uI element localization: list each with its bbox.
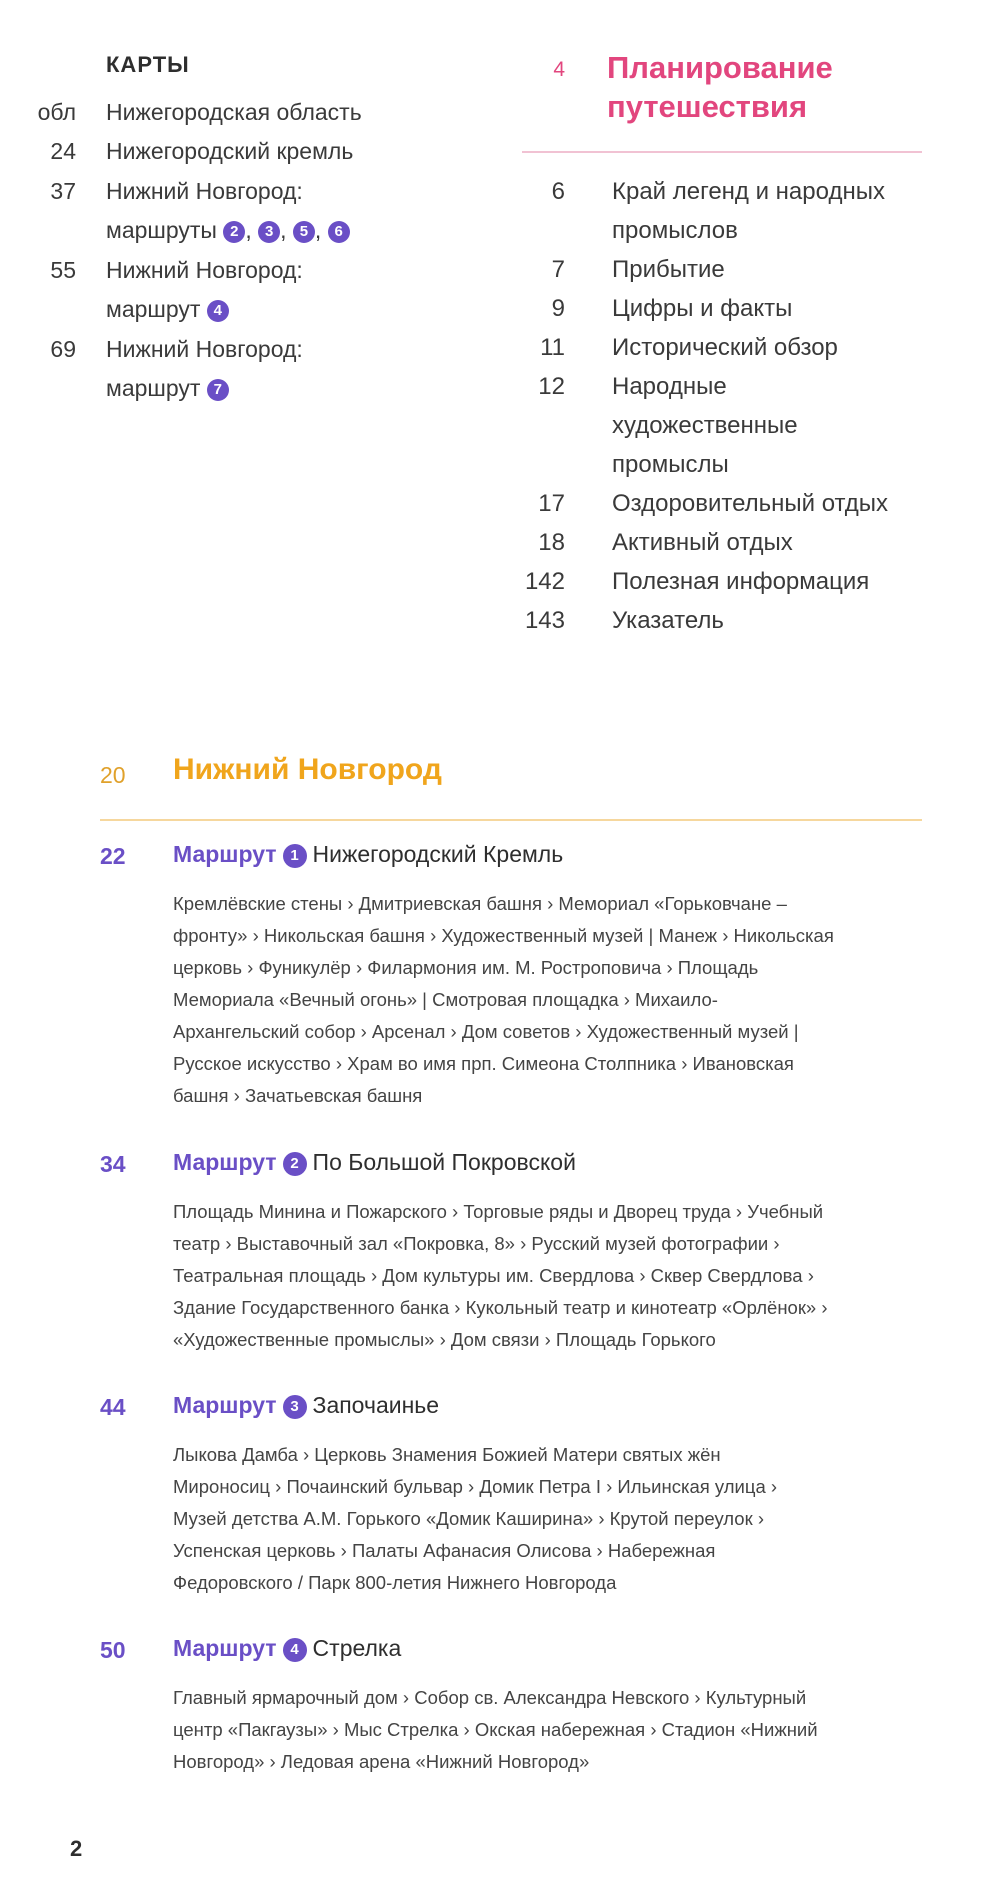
planning-item-page: 142 bbox=[524, 568, 565, 595]
planning-item[interactable] bbox=[485, 484, 935, 523]
planning-item-line: Прибытие bbox=[612, 256, 725, 283]
route-heading[interactable] bbox=[173, 841, 563, 868]
route-page: 44 bbox=[100, 1394, 126, 1420]
maps-item-continued[interactable]: маршруты 2 , 3 , 5 , 6 bbox=[0, 211, 460, 250]
maps-item-title: Нижегородский кремль bbox=[106, 138, 354, 164]
route-stops-line: Здание Государственного банка › Кукольный театр и кинотеатр «Орлёнок» › bbox=[173, 1297, 828, 1318]
route-badge: 6 bbox=[328, 221, 350, 243]
route-badge: 3 bbox=[258, 221, 280, 243]
route-name: Стрелка bbox=[312, 1635, 402, 1661]
route-word: Маршрут bbox=[173, 1149, 277, 1175]
route-word: Маршрут bbox=[173, 1635, 277, 1661]
maps-item-title: Нижний Новгород: bbox=[106, 257, 303, 283]
maps-item-page: 69 bbox=[50, 336, 76, 362]
planning-item-line: промыслы bbox=[612, 451, 729, 478]
maps-item[interactable] bbox=[0, 330, 460, 369]
route-badge: 4 bbox=[283, 1638, 307, 1662]
maps-item[interactable] bbox=[0, 251, 460, 290]
planning-item-page: 11 bbox=[540, 334, 565, 361]
route-stops-line: Лыкова Дамба › Церковь Знамения Божией Матери святых жён bbox=[173, 1444, 721, 1465]
maps-item-page: 55 bbox=[50, 257, 76, 283]
route-badge: 5 bbox=[293, 221, 315, 243]
route-stops-line: фронту» › Никольская башня › Художественный музей | Манеж › Никольская bbox=[173, 925, 834, 946]
planning-item[interactable] bbox=[485, 172, 935, 250]
planning-divider bbox=[522, 151, 922, 153]
route-stops-line: Мемориала «Вечный огонь» | Смотровая площадка › Михаило- bbox=[173, 989, 718, 1010]
planning-item-page: 18 bbox=[538, 529, 565, 556]
section-title[interactable]: Нижний Новгород bbox=[173, 753, 442, 786]
route-heading[interactable] bbox=[173, 1635, 401, 1662]
route-stops-line: Мироносиц › Почаинский бульвар › Домик Петра I › Ильинская улица › bbox=[173, 1476, 778, 1497]
maps-item[interactable] bbox=[0, 93, 460, 132]
route-page: 34 bbox=[100, 1151, 126, 1177]
route-name: Нижегородский Кремль bbox=[312, 841, 564, 867]
route-stops-line: Театральная площадь › Дом культуры им. Свердлова › Сквер Свердлова › bbox=[173, 1265, 814, 1286]
route-name: По Большой Покровской bbox=[312, 1149, 576, 1175]
route-badge: 2 bbox=[223, 221, 245, 243]
route-word: Маршрут bbox=[173, 1392, 277, 1418]
route-stops-line: Новгород» › Ледовая арена «Нижний Новгород» bbox=[173, 1751, 590, 1772]
planning-item[interactable] bbox=[485, 523, 935, 562]
route-badge: 1 bbox=[283, 844, 307, 868]
route-stops-line: «Художественные промыслы» › Дом связи › Площадь Горького bbox=[173, 1329, 716, 1350]
planning-item-line: Оздоровительный отдых bbox=[612, 490, 888, 517]
maps-item-title: Нижний Новгород: bbox=[106, 178, 303, 204]
route-badge: 2 bbox=[283, 1152, 307, 1176]
planning-title[interactable] bbox=[607, 48, 833, 126]
planning-item-line: Исторический обзор bbox=[612, 334, 838, 361]
maps-item[interactable] bbox=[0, 172, 460, 211]
route-stops-line: Федоровского / Парк 800-летия Нижнего Новгорода bbox=[173, 1572, 617, 1593]
maps-item-continued[interactable] bbox=[0, 290, 460, 329]
planning-item-line: Полезная информация bbox=[612, 568, 870, 595]
route-badge: 4 bbox=[207, 300, 229, 322]
planning-item-line: художественные bbox=[612, 412, 798, 439]
route-heading[interactable] bbox=[173, 1392, 439, 1419]
route-stops bbox=[173, 888, 925, 1112]
route-stops-line: Главный ярмарочный дом › Собор св. Александра Невского › Культурный bbox=[173, 1687, 807, 1708]
route-stops-line: театр › Выставочный зал «Покровка, 8» › Русский музей фотографии › bbox=[173, 1233, 780, 1254]
planning-item-page: 7 bbox=[551, 256, 565, 283]
route-stops-line: Площадь Минина и Пожарского › Торговые ряды и Дворец труда › Учебный bbox=[173, 1201, 824, 1222]
planning-item-line: Указатель bbox=[612, 607, 724, 634]
maps-item-page: 37 bbox=[50, 178, 76, 204]
planning-item-page: 17 bbox=[538, 490, 565, 517]
maps-item-title: маршруты bbox=[106, 217, 217, 243]
route-name: Започаинье bbox=[312, 1392, 440, 1418]
maps-item-page: 24 bbox=[50, 138, 76, 164]
planning-item[interactable] bbox=[485, 289, 935, 328]
planning-item-page: 9 bbox=[551, 295, 565, 322]
route-stops-line: Архангельский собор › Арсенал › Дом советов › Художественный музей | bbox=[173, 1021, 799, 1042]
maps-heading: КАРТЫ bbox=[106, 52, 190, 77]
route-badge: 7 bbox=[207, 379, 229, 401]
maps-item-title: маршрут bbox=[106, 296, 201, 322]
planning-item-line: Народные bbox=[612, 373, 727, 400]
planning-item[interactable] bbox=[485, 328, 935, 367]
planning-title-line: путешествия bbox=[607, 89, 808, 124]
route-stops-line: Кремлёвские стены › Дмитриевская башня › Мемориал «Горьковчане – bbox=[173, 893, 787, 914]
planning-page: 4 bbox=[553, 58, 565, 81]
planning-item[interactable] bbox=[485, 367, 935, 484]
maps-item-title: маршрут bbox=[106, 375, 201, 401]
route-heading[interactable] bbox=[173, 1149, 576, 1176]
section-divider bbox=[100, 819, 922, 821]
route-stops bbox=[173, 1439, 925, 1599]
maps-item-continued[interactable] bbox=[0, 369, 460, 408]
route-page: 50 bbox=[100, 1637, 126, 1663]
planning-item-line: Цифры и факты bbox=[612, 295, 793, 322]
route-stops-line: церковь › Фуникулёр › Филармония им. М. Ростроповича › Площадь bbox=[173, 957, 759, 978]
planning-item[interactable] bbox=[485, 250, 935, 289]
planning-item-page: 6 bbox=[551, 178, 565, 205]
route-word: Маршрут bbox=[173, 841, 277, 867]
route-stops-line: Русское искусство › Храм во имя прп. Симеона Столпника › Ивановская bbox=[173, 1053, 794, 1074]
planning-item[interactable] bbox=[485, 601, 935, 640]
route-stops-line: башня › Зачатьевская башня bbox=[173, 1085, 423, 1106]
route-stops bbox=[173, 1682, 925, 1778]
maps-item-page: обл bbox=[37, 99, 76, 125]
maps-item-title: Нижегородская область bbox=[106, 99, 362, 125]
route-stops bbox=[173, 1196, 925, 1356]
planning-item-line: промыслов bbox=[612, 217, 738, 244]
planning-item[interactable] bbox=[485, 562, 935, 601]
section-page: 20 bbox=[100, 762, 126, 788]
route-stops-line: центр «Пакгаузы» › Мыс Стрелка › Окская набережная › Стадион «Нижний bbox=[173, 1719, 818, 1740]
planning-item-page: 12 bbox=[538, 373, 565, 400]
planning-item-page: 143 bbox=[524, 607, 565, 634]
planning-item-line: Активный отдых bbox=[612, 529, 793, 556]
route-badge: 3 bbox=[283, 1395, 307, 1419]
planning-item-line: Край легенд и народных bbox=[612, 178, 885, 205]
planning-title-line: Планирование bbox=[607, 50, 833, 85]
maps-item[interactable] bbox=[0, 132, 460, 171]
page-number: 2 bbox=[70, 1836, 83, 1861]
maps-item-title: Нижний Новгород: bbox=[106, 336, 303, 362]
route-stops-line: Успенская церковь › Палаты Афанасия Олисова › Набережная bbox=[173, 1540, 716, 1561]
route-page: 22 bbox=[100, 843, 126, 869]
route-stops-line: Музей детства А.М. Горького «Домик Каширина» › Крутой переулок › bbox=[173, 1508, 764, 1529]
